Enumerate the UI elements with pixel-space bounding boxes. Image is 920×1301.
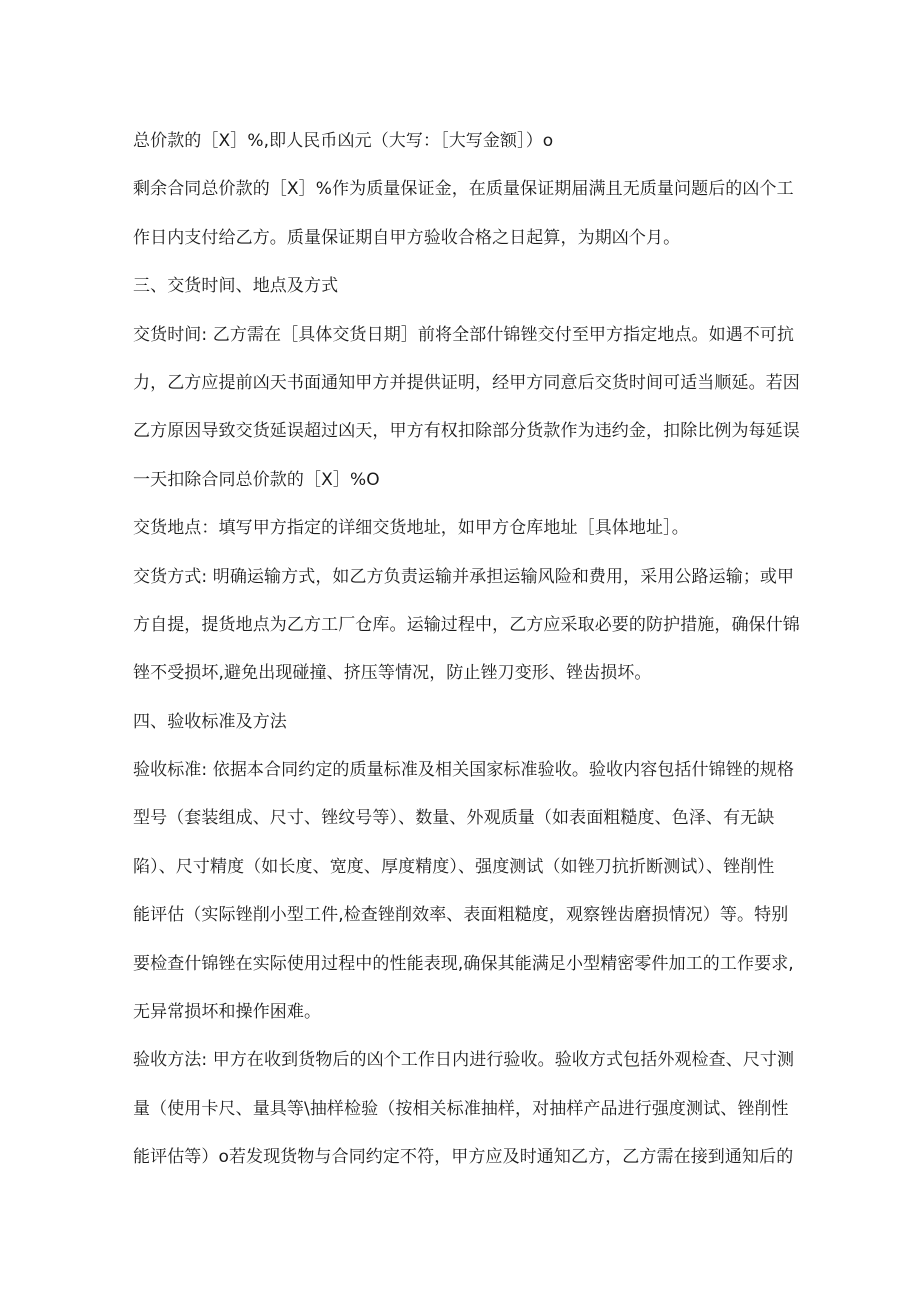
text-line: 力，乙方应提前凶天书面通知甲方并提供证明，经甲方同意后交货时间可适当顺延。若因: [133, 372, 800, 393]
text-line: 乙方原因导致交货延误超过凶天，甲方有权扣除部分货款作为违约金，扣除比例为每延误: [133, 421, 800, 442]
text-line: 交货时间: 乙方需在［具体交货日期］前将全部什锦锉交付至甲方指定地点。如遇不可抗: [133, 324, 795, 345]
text-line: 量（使用卡尺、量具等\抽样检验（按相关标准抽样，对抽样产品进行强度测试、锉削性: [133, 1098, 789, 1119]
text-line: 总价款的［X］%,即人民币凶元（大写：［大写金额］）o: [133, 131, 554, 151]
section-heading: 三、交货时间、地点及方式: [133, 276, 339, 297]
text-line: 交货地点：填写甲方指定的详细交货地址，如甲方仓库地址［具体地址］。: [133, 518, 689, 539]
text-line: 剩余合同总价款的［X］%作为质量保证金，在质量保证期届满且无质量问题后的凶个工: [133, 179, 794, 200]
text-line: 锉不受损坏,避免出现碰撞、挤压等情况，防止锉刀变形、锉齿损坏。: [133, 663, 652, 684]
text-line: 方自提，提货地点为乙方工厂仓库。运输过程中，乙方应采取必要的防护措施，确保什锦: [133, 614, 800, 635]
document-body: [133, 117, 803, 1182]
text-line: 验收标准: 依据本合同约定的质量标准及相关国家标准验收。验收内容包括什锦锉的规格: [133, 760, 795, 781]
text-line: 验收方法: 甲方在收到货物后的凶个工作日内进行验收。验收方式包括外观检查、尺寸测: [133, 1050, 795, 1071]
text-line: 无异常损坏和操作困难。: [133, 1002, 322, 1023]
section-heading: 四、验收标准及方法: [133, 711, 287, 732]
text-line: 型号（套装组成、尺寸、锉纹号等）、数量、外观质量（如表面粗糙度、色泽、有无缺: [133, 808, 775, 829]
text-line: 能评估等）o若发现货物与合同约定不符，甲方应及时通知乙方，乙方需在接到通知后的: [133, 1147, 794, 1168]
text-line: 陷）、尺寸精度（如长度、宽度、厚度精度）、强度测试（如锉刀抗折断测试）、锉削性: [133, 856, 775, 877]
text-line: 交货方式: 明确运输方式，如乙方负责运输并承担运输风险和费用，采用公路运输；或甲: [133, 566, 795, 587]
text-line: 能评估（实际锉削小型工件,检查锉削效率、表面粗糙度，观察锉齿磨损情况）等。特别: [133, 905, 789, 926]
text-line: 一天扣除合同总价款的［X］%O: [133, 469, 380, 490]
text-line: 作日内支付给乙方。质量保证期自甲方验收合格之日起算，为期凶个月。: [133, 227, 681, 248]
text-line: 要检查什锦锉在实际使用过程中的性能表现,确保其能满足小型精密零件加工的工作要求,: [133, 953, 794, 974]
